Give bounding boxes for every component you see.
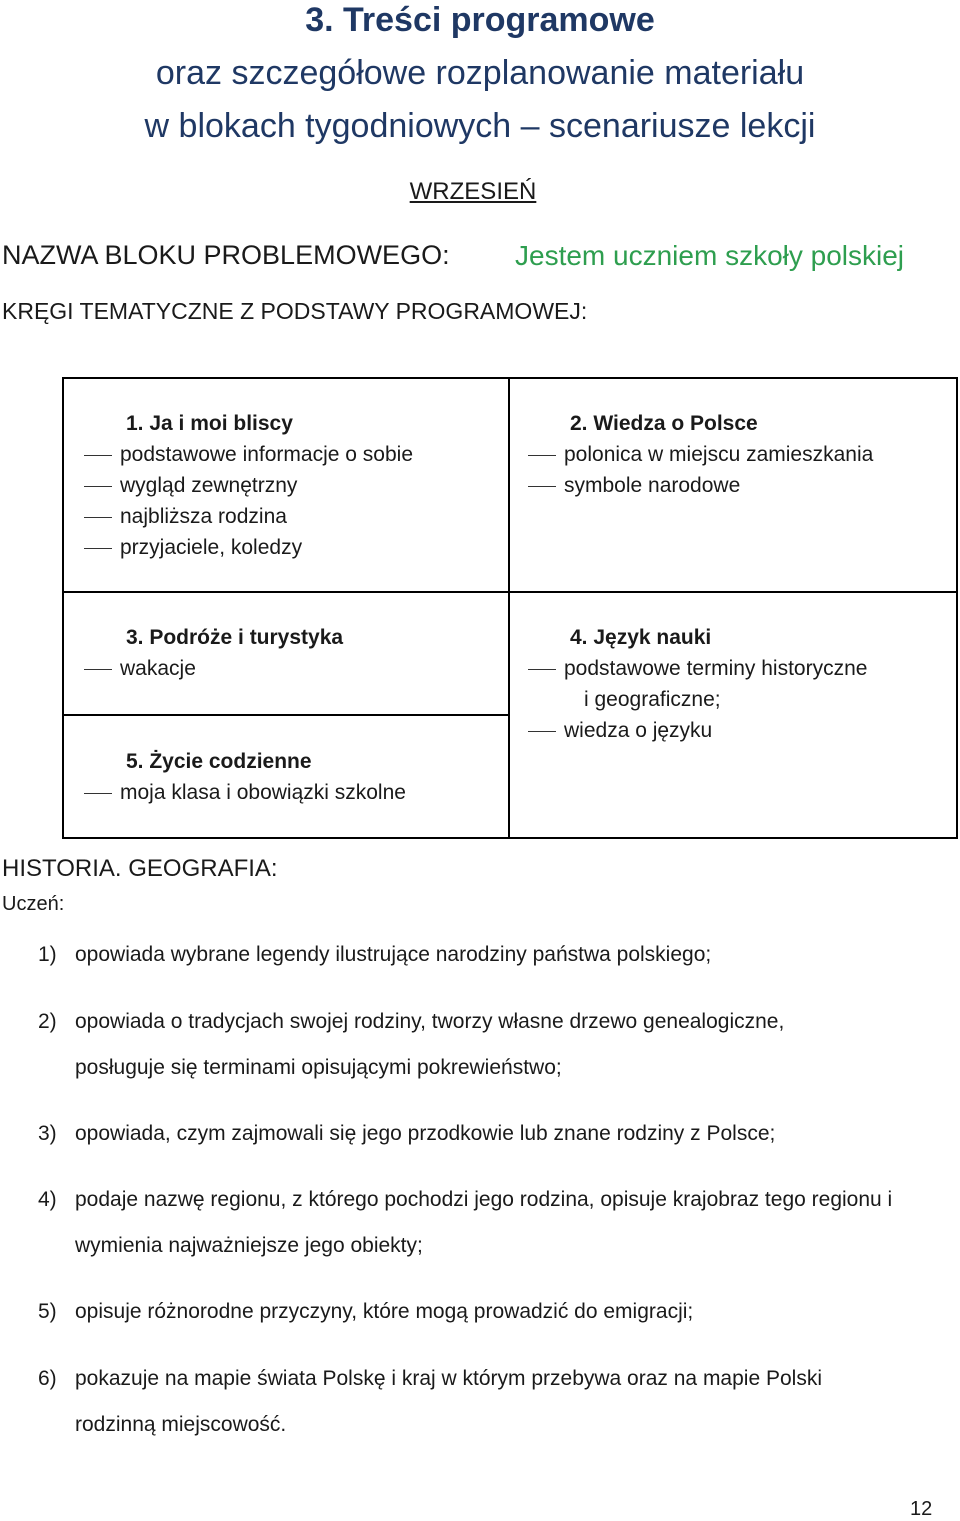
table-divider-horizontal xyxy=(62,591,958,593)
table-border-right xyxy=(956,377,958,839)
circle-5-title: 5. Życie codzienne xyxy=(126,750,312,773)
list-item-number: 3) xyxy=(38,1122,57,1145)
thematic-circles-label: KRĘGI TEMATYCZNE Z PODSTAWY PROGRAMOWEJ: xyxy=(2,298,588,324)
circle-4-title: 4. Język nauki xyxy=(570,626,712,649)
list-item-number: 6) xyxy=(38,1367,57,1390)
table-divider-left-lower xyxy=(62,714,509,716)
section-heading: HISTORIA. GEOGRAFIA: xyxy=(2,855,278,882)
thematic-circles-table xyxy=(62,377,958,839)
list-item: przyjaciele, koledzy xyxy=(84,532,504,563)
list-item-continuation: i geograficzne; xyxy=(584,688,721,711)
list-item: najbliższa rodzina xyxy=(84,501,504,532)
table-border-bottom xyxy=(62,837,958,839)
list-item-text: pokazuje na mapie świata Polskę i kraj w którym przebywa oraz na mapie Polski rodzinną miejscowość. xyxy=(75,1367,822,1436)
list-item-number: 5) xyxy=(38,1300,57,1323)
circle-1 xyxy=(84,408,504,563)
pupil-label: Uczeń: xyxy=(2,893,65,915)
list-item-number: 4) xyxy=(38,1188,57,1211)
list-item-number: 1) xyxy=(38,943,57,966)
circle-5 xyxy=(84,746,504,808)
page-number: 12 xyxy=(910,1498,933,1520)
list-item: wiedza o języku xyxy=(528,715,948,746)
page-subtitle-line-2: w blokach tygodniowych – scenariusze lekcji xyxy=(144,107,816,145)
circle-1-title: 1. Ja i moi bliscy xyxy=(126,412,293,435)
list-item-text: opowiada wybrane legendy ilustrujące narodziny państwa polskiego; xyxy=(75,943,712,966)
table-border-left xyxy=(62,377,64,839)
block-name-value: Jestem uczniem szkoły polskiej xyxy=(515,240,905,271)
list-item: podstawowe terminy historyczne xyxy=(528,653,948,684)
page-title: 3. Treści programowe xyxy=(305,1,655,39)
circle-4 xyxy=(528,622,948,746)
circle-3 xyxy=(84,622,504,684)
block-name-label: NAZWA BLOKU PROBLEMOWEGO: xyxy=(2,240,450,270)
list-item-text: podaje nazwę regionu, z którego pochodzi jego rodzina, opisuje krajobraz tego regionu i wymienia najważniejsze jego obiekty; xyxy=(75,1188,893,1257)
list-item: podstawowe informacje o sobie xyxy=(84,439,504,470)
list-item-text: opowiada o tradycjach swojej rodziny, tworzy własne drzewo genealogiczne, posługuje się terminami opisującymi pokrewieństwo; xyxy=(75,1010,785,1079)
list-item: moja klasa i obowiązki szkolne xyxy=(84,777,504,808)
list-item-number: 2) xyxy=(38,1010,57,1033)
list-item-text: opowiada, czym zajmowali się jego przodkowie lub znane rodziny z Polsce; xyxy=(75,1122,776,1145)
table-divider-vertical xyxy=(508,377,510,839)
month-heading: WRZESIEŃ xyxy=(409,178,537,205)
list-item: symbole narodowe xyxy=(528,470,948,501)
list-item-text: opisuje różnorodne przyczyny, które mogą prowadzić do emigracji; xyxy=(75,1300,694,1323)
circle-2 xyxy=(528,408,948,501)
list-item: wakacje xyxy=(84,653,504,684)
list-item: polonica w miejscu zamieszkania xyxy=(528,439,948,470)
table-border-top xyxy=(62,377,958,379)
page-subtitle-line-1: oraz szczegółowe rozplanowanie materiału xyxy=(155,54,805,92)
circle-2-title: 2. Wiedza o Polsce xyxy=(570,412,758,435)
circle-3-title: 3. Podróże i turystyka xyxy=(126,626,344,649)
list-item: wygląd zewnętrzny xyxy=(84,470,504,501)
